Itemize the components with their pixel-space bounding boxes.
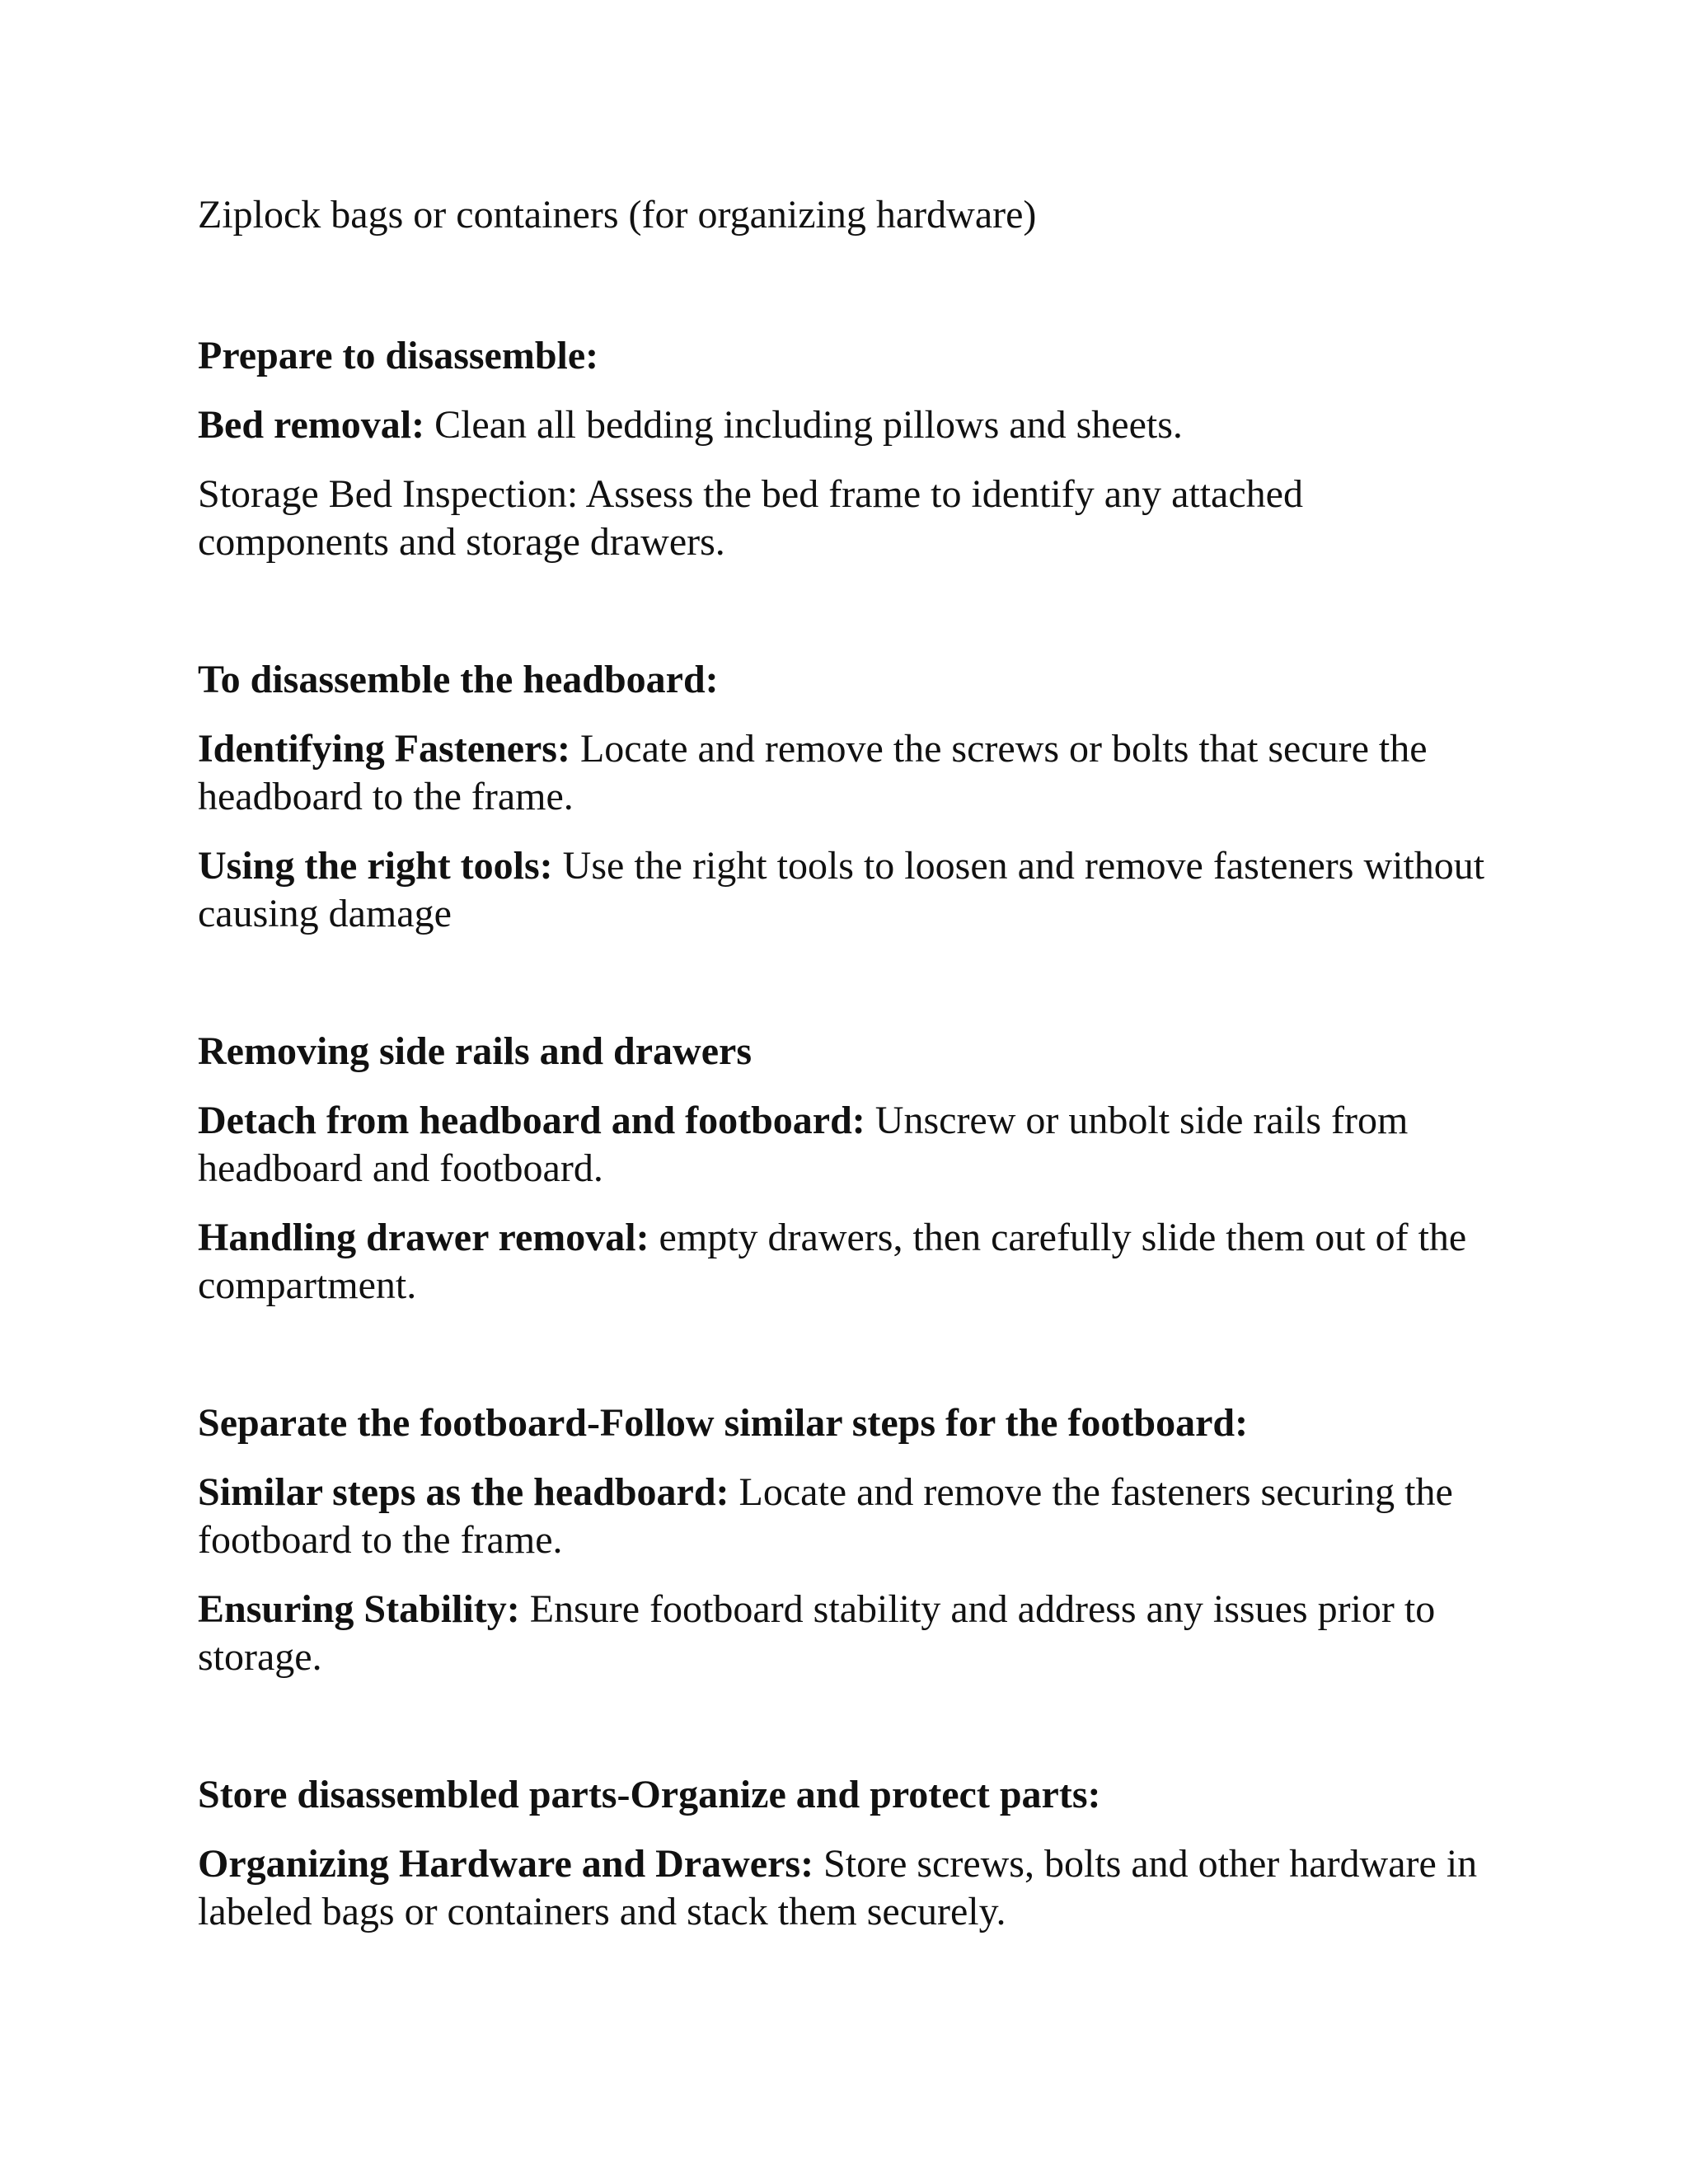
section-heading-prepare: Prepare to disassemble: xyxy=(198,334,599,377)
section-heading-side-rails: Removing side rails and drawers xyxy=(198,1029,752,1073)
paragraph-label: Detach from headboard and footboard: xyxy=(198,1099,865,1142)
paragraph-label: Bed removal: xyxy=(198,403,425,447)
paragraph-bed-removal xyxy=(198,401,1500,449)
paragraph-right-tools xyxy=(198,842,1500,938)
paragraph-text: Unscrew or unbolt side rails from headboard and footboard. xyxy=(198,1099,1409,1190)
paragraph-organizing-hardware xyxy=(198,1840,1500,1936)
paragraph-text: Store screws, bolts and other hardware in labeled bags or containers and stack them securely. xyxy=(198,1842,1478,1933)
paragraph-label: Handling drawer removal: xyxy=(198,1216,649,1259)
paragraph-drawer-removal xyxy=(198,1214,1500,1310)
paragraph-label: Ensuring Stability: xyxy=(198,1587,520,1631)
paragraph-label: Organizing Hardware and Drawers: xyxy=(198,1842,814,1886)
paragraph-identifying-fasteners xyxy=(198,725,1500,821)
paragraph-text: empty drawers, then carefully slide them out of the compartment. xyxy=(198,1216,1467,1307)
paragraph-text: Storage Bed Inspection: Assess the bed frame to identify any attached components and storage drawers. xyxy=(198,472,1303,564)
paragraph-label: Using the right tools: xyxy=(198,844,553,888)
paragraph-detach xyxy=(198,1097,1500,1193)
paragraph-label: Identifying Fasteners: xyxy=(198,727,570,771)
paragraph-text: Locate and remove the screws or bolts that secure the headboard to the frame. xyxy=(198,727,1428,818)
section-heading-store-parts: Store disassembled parts-Organize and protect parts: xyxy=(198,1773,1101,1816)
section-heading-footboard: Separate the footboard-Follow similar steps for the footboard: xyxy=(198,1401,1249,1445)
paragraph-similar-steps xyxy=(198,1469,1500,1564)
intro-text: Ziplock bags or containers (for organizing hardware) xyxy=(198,193,1037,237)
paragraph-text: Use the right tools to loosen and remove fasteners without causing damage xyxy=(198,844,1485,935)
paragraph-text: Clean all bedding including pillows and sheets. xyxy=(424,403,1183,447)
paragraph-text: Locate and remove the fasteners securing the footboard to the frame. xyxy=(198,1470,1453,1562)
paragraph-storage-bed-inspection xyxy=(198,471,1500,566)
paragraph-label: Similar steps as the headboard: xyxy=(198,1470,729,1514)
paragraph-ensuring-stability xyxy=(198,1586,1500,1681)
paragraph-text: Ensure footboard stability and address any issues prior to storage. xyxy=(198,1587,1436,1679)
section-heading-headboard: To disassemble the headboard: xyxy=(198,658,719,701)
